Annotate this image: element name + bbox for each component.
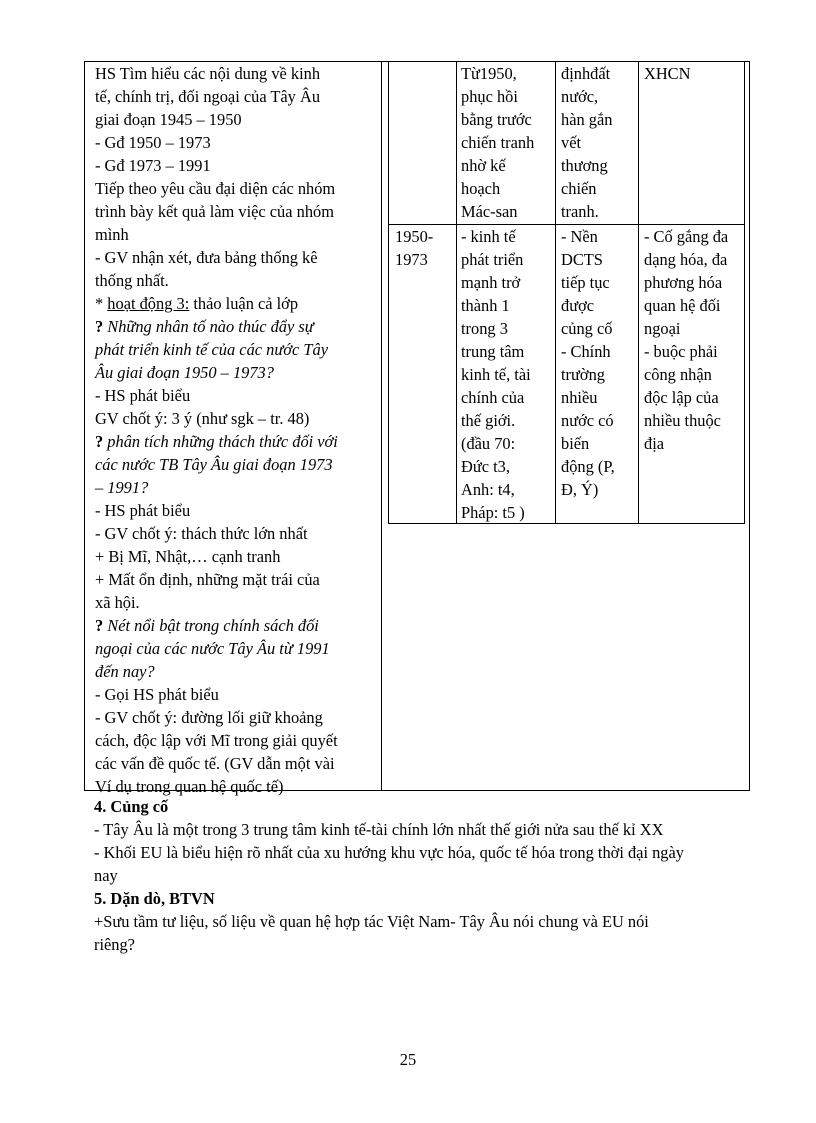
cell-foreign-row1 <box>644 62 690 85</box>
cell-line: động (P, <box>561 457 615 476</box>
question-line <box>95 315 379 338</box>
table-column-line <box>638 62 639 523</box>
cell-line: dạng hóa, đa <box>644 250 728 269</box>
cell-line: mạnh trở <box>461 273 521 292</box>
cell-line: - buộc phải <box>644 342 718 361</box>
cell-line: 1950- <box>395 227 434 246</box>
teacher-student-activities <box>95 62 379 798</box>
question-mark: ? <box>95 432 108 451</box>
activity-line: tế, chính trị, đối ngoại của Tây Âu <box>95 87 321 106</box>
question-line: phát triển kinh tế của các nước Tây <box>95 340 328 359</box>
question-line <box>95 430 379 453</box>
section-5-heading: 5. Dặn dò, BTVN <box>94 889 215 908</box>
cell-line: - Chính <box>561 342 611 361</box>
cell-line: Anh: t4, <box>461 480 515 499</box>
cell-period-row2 <box>395 225 433 271</box>
cell-line: độc lập của <box>644 388 719 407</box>
question-line: các nước TB Tây Âu giai đoạn 1973 <box>95 455 333 474</box>
homework-line: +Sưu tầm tư liệu, số liệu về quan hệ hợp tác Việt Nam- Tây Âu nói chung và EU nói <box>94 912 649 931</box>
activity-line: giai đoạn 1945 – 1950 <box>95 110 242 129</box>
activity-line: - Gọi HS phát biểu <box>95 685 219 704</box>
activity-line: GV chốt ý: 3 ý (như sgk – tr. 48) <box>95 409 310 428</box>
cell-line: tiếp tục <box>561 273 610 292</box>
cell-line: Đức t3, <box>461 457 510 476</box>
cell-line: chiến tranh <box>461 133 535 152</box>
cell-line: Từ1950, <box>461 64 517 83</box>
question-text: Những nhân tố nào thúc đẩy sự <box>107 317 314 336</box>
cell-line: trung tâm <box>461 342 525 361</box>
activity-line: mình <box>95 225 129 244</box>
section-4-point: - Tây Âu là một trong 3 trung tâm kinh tế-tài chính lớn nhất thế giới nửa sau thế kỉ XX <box>94 820 664 839</box>
cell-line: 1973 <box>395 250 428 269</box>
cell-economy-row2 <box>461 225 531 524</box>
cell-line: Mác-san <box>461 202 518 221</box>
cell-line: Đ, Ý) <box>561 480 599 499</box>
cell-line: quan hệ đối <box>644 296 721 315</box>
western-europe-summary-table <box>388 62 745 524</box>
cell-line: phương hóa <box>644 273 723 292</box>
question-mark: ? <box>95 616 108 635</box>
section-4-point: - Khối EU là biểu hiện rõ nhất của xu hướng khu vực hóa, quốc tế hóa trong thời đại ngày <box>94 843 684 862</box>
cell-line: chiến <box>561 179 597 198</box>
activity-line: Tiếp theo yêu cầu đại diện các nhóm <box>95 179 336 198</box>
cell-line: biến <box>561 434 590 453</box>
cell-line: XHCN <box>644 64 691 83</box>
section-4-heading: 4. Củng cố <box>94 797 169 816</box>
activity-line: thống nhất. <box>95 271 169 290</box>
cell-line: nhiều thuộc <box>644 411 721 430</box>
activity-3-label: hoạt động 3: <box>107 294 190 313</box>
cell-line: tranh. <box>561 202 599 221</box>
activity-line: - HS phát biểu <box>95 386 191 405</box>
cell-line: vết <box>561 133 582 152</box>
section-4-point: nay <box>94 866 118 885</box>
question-text: Nét nổi bật trong chính sách đối <box>107 616 319 635</box>
activity-line: + Bị Mĩ, Nhật,… cạnh tranh <box>95 547 281 566</box>
cell-line: nhờ kế <box>461 156 506 175</box>
cell-line: phục hồi <box>461 87 518 106</box>
cell-line: hàn gắn <box>561 110 613 129</box>
cell-line: (đầu 70: <box>461 434 516 453</box>
question-mark: ? <box>95 317 108 336</box>
activity-line: trình bày kết quả làm việc của nhóm <box>95 202 334 221</box>
activity-bullet: * <box>95 294 108 313</box>
cell-line: bằng trước <box>461 110 532 129</box>
cell-line: địnhđất <box>561 64 611 83</box>
cell-line: trong 3 <box>461 319 508 338</box>
table-column-line <box>456 62 457 523</box>
lesson-table <box>84 61 750 796</box>
cell-line: được <box>561 296 595 315</box>
cell-line: thương <box>561 156 608 175</box>
cell-line: củng cố <box>561 319 613 338</box>
activity-line: Ví dụ trong quan hệ quốc tế) <box>95 777 284 796</box>
cell-line: địa <box>644 434 665 453</box>
question-line: – 1991? <box>95 478 149 497</box>
cell-foreign-row2 <box>644 225 728 455</box>
activity-heading <box>95 292 379 315</box>
page-number: 25 <box>399 1050 417 1069</box>
cell-line: nước có <box>561 411 614 430</box>
question-line: ngoại của các nước Tây Âu từ 1991 <box>95 639 330 658</box>
question-line: Âu giai đoạn 1950 – 1973? <box>95 363 274 382</box>
cell-line: - kinh tế <box>461 227 516 246</box>
cell-line: phát triển <box>461 250 524 269</box>
cell-line: - Nền <box>561 227 598 246</box>
activity-line: cách, độc lập với Mĩ trong giải quyết <box>95 731 338 750</box>
activity-line: - HS phát biểu <box>95 501 191 520</box>
cell-line: DCTS <box>561 250 603 269</box>
cell-economy-row1 <box>461 62 534 223</box>
question-line <box>95 614 379 637</box>
question-line: đến nay? <box>95 662 155 681</box>
cell-line: Pháp: t5 ) <box>461 503 525 522</box>
activity-line: + Mất ổn định, những mặt trái của <box>95 570 320 589</box>
cell-line: kinh tế, tài <box>461 365 531 384</box>
activity-line: - GV chốt ý: thách thức lớn nhất <box>95 524 308 543</box>
cell-line: nhiều <box>561 388 598 407</box>
cell-line: nước, <box>561 87 599 106</box>
cell-politics-row1 <box>561 62 612 223</box>
activity-line: xã hội. <box>95 593 140 612</box>
table-column-line <box>555 62 556 523</box>
cell-line: trường <box>561 365 605 384</box>
activity-line: - GV nhận xét, đưa bảng thống kê <box>95 248 318 267</box>
cell-line: hoạch <box>461 179 501 198</box>
activity-3-text: thảo luận cả lớp <box>189 294 299 313</box>
column-divider <box>381 62 382 790</box>
activity-line: - GV chốt ý: đường lối giữ khoảng <box>95 708 323 727</box>
cell-line: thành 1 <box>461 296 510 315</box>
cell-line: công nhận <box>644 365 712 384</box>
cell-line: - Cố gắng đa <box>644 227 729 246</box>
cell-line: ngoại <box>644 319 681 338</box>
cell-line: thế giới. <box>461 411 516 430</box>
activity-line: các vấn đề quốc tế. (GV dẫn một vài <box>95 754 335 773</box>
cell-politics-row2 <box>561 225 615 501</box>
question-text: phân tích những thách thức đối với <box>107 432 338 451</box>
cell-line: chính của <box>461 388 525 407</box>
activity-line: - Gđ 1973 – 1991 <box>95 156 211 175</box>
homework-line: riêng? <box>94 935 135 954</box>
activity-line: HS Tìm hiểu các nội dung về kinh <box>95 64 321 83</box>
activity-line: - Gđ 1950 – 1973 <box>95 133 211 152</box>
